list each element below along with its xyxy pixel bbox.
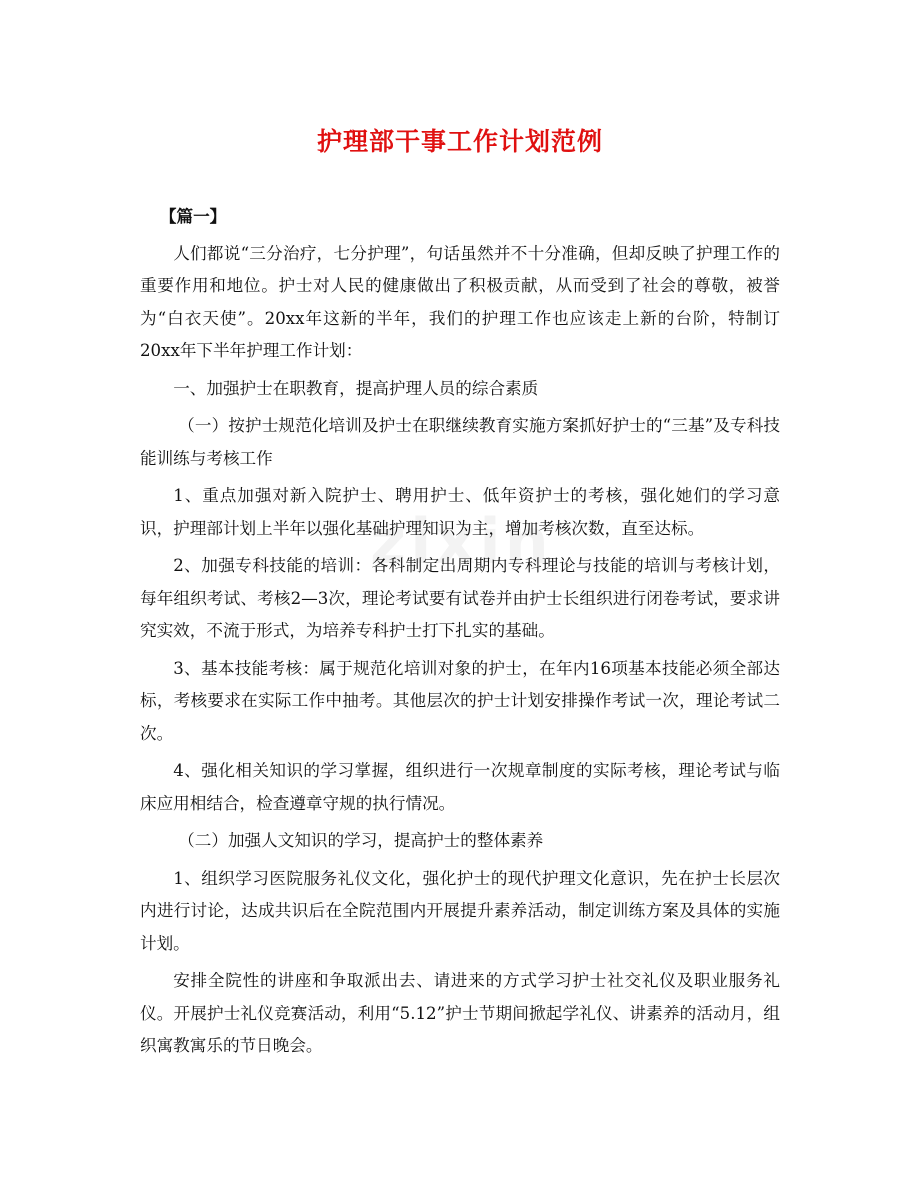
paragraph: 1、重点加强对新入院护士、聘用护士、低年资护士的考核，强化她们的学习意识，护理部计划上半年以强化基础护理知识为主，增加考核次数，直至达标。 xyxy=(140,486,780,538)
paragraph: 1、组织学习医院服务礼仪文化，强化护士的现代护理文化意识，先在护士长层次内进行讨论，达成共识后在全院范围内开展提升素养活动，制定训练方案及具体的实施计划。 xyxy=(140,868,780,953)
paragraph: 人们都说“三分治疗，七分护理”，句话虽然并不十分准确，但却反映了护理工作的重要作用和地位。护士对人民的健康做出了积极贡献，从而受到了社会的尊敬，被誉为“白衣天使”。20xx年这新的半年，我们的护理工作也应该走上新的台阶，特制订20xx年下半年护理工作计划： xyxy=(140,243,780,360)
paragraph: 3、基本技能考核：属于规范化培训对象的护士，在年内16项基本技能必须全部达标，考核要求在实际工作中抽考。其他层次的护士计划安排操作考试一次，理论考试二次。 xyxy=(140,658,780,743)
paragraph: （二）加强人文知识的学习，提高护士的整体素养 xyxy=(178,831,544,850)
paragraph: 2、加强专科技能的培训：各科制定出周期内专科理论与技能的培训与考核计划，每年组织考试、考核2—3次，理论考试要有试卷并由护士长组织进行闭卷考试，要求讲究实效，不流于形式，为培养专科护士打下扎实的基础。 xyxy=(140,556,780,640)
paragraph: （一）按护士规范化培训及护士在职继续教育实施方案抓好护士的“三基”及专科技能训练与考核工作 xyxy=(140,416,780,468)
paragraph: 一、加强护士在职教育，提高护理人员的综合素质 xyxy=(173,378,539,398)
paragraph: 安排全院性的讲座和争取派出去、请进来的方式学习护士社交礼仪及职业服务礼仪。开展护士礼仪竞赛活动，利用“5.12”护士节期间掀起学礼仪、讲素养的活动月，组织寓教寓乐的节日晚会。 xyxy=(140,971,780,1055)
document-title: 护理部干事工作计划范例 xyxy=(316,127,603,156)
document-body xyxy=(140,200,780,1068)
section-heading: 【篇一】 xyxy=(159,206,227,226)
paragraph: 4、强化相关知识的学习掌握，组织进行一次规章制度的实际考核，理论考试与临床应用相结合，检查遵章守规的执行情况。 xyxy=(140,761,780,813)
